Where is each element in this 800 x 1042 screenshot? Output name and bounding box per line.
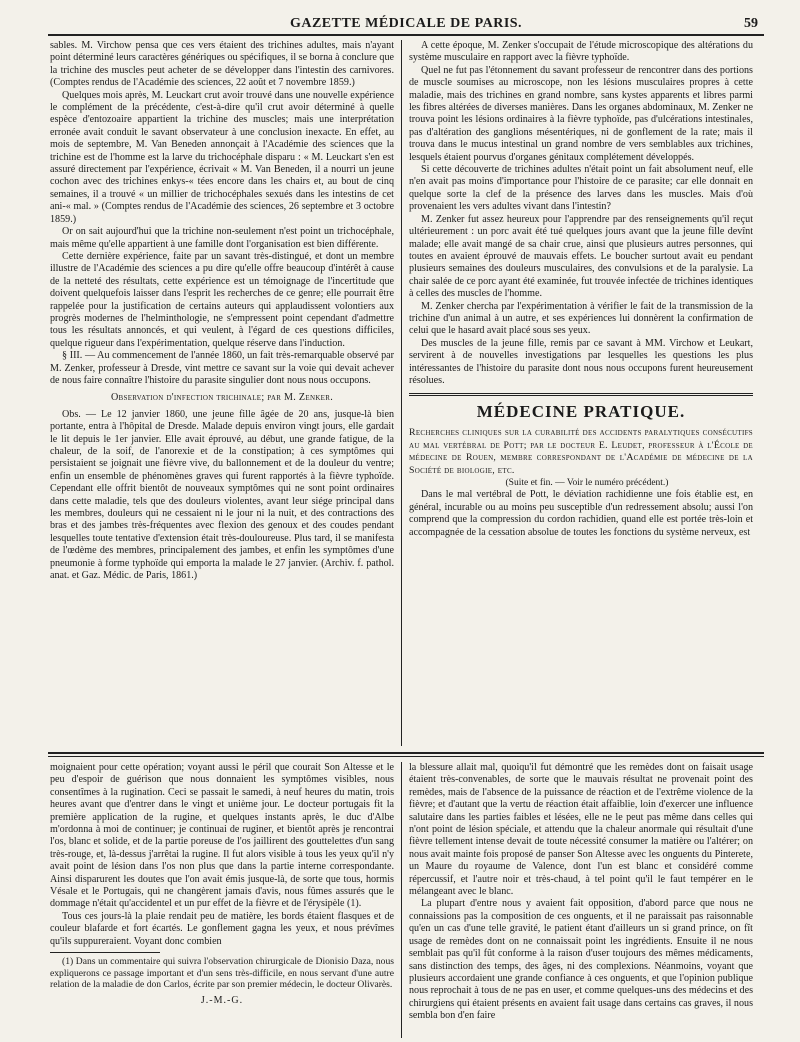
paragraph: Si cette découverte de trichines adultes n'était point un fait absolument neuf, elle n'en avait pas moins d'importance pour l'histoire de ce parasite; car elle donnait en quelque sorte la clef de la présence des larves dans les muscles. Mais d'où provenaient les vers adultes vivant dans l'intestin?: [409, 164, 753, 213]
page-header: [48, 4, 764, 34]
paragraph: Obs. — Le 12 janvier 1860, une jeune fille âgée de 20 ans, jusque-là bien portante, entra à l'hôpital de Dresde. Malade depuis environ vingt jours, elle gardait le lit depuis le 1er janvier. Elle avait éprouvé, au début, une grande fatigue, de la chaleur, de la soif, de l'anorexie et de la constipation; à ces symptômes qui persistaient se joignait une fièvre vive, du ballonnement et de la douleur du ventre; enfin un ensemble de phénomènes graves qui furent rapportés à la fièvre typhoïde. Cependant elle offrit bientôt de nouveaux symptômes qui ne sont point ordinaires dans cette maladie, tels que des douleurs violentes, avant leur siége principal dans les membres, douleurs qui ne cessaient ni le jour ni la nuit, et des contractions des bras et des jambes très-fréquentes avec flexion des genoux et des coudes pendant lesquelles toute tentative d'extension était très-douloureuse. Plus tard, il se manifesta de l'œdème des membres, principalement des jambes, et enfin les symptômes d'une pneumonie à forme typhoïde qui emporta la malade le 27 janvier. (Archiv. f. pathol. anat. et Gaz. Médic. de Paris, 1861.): [50, 408, 394, 582]
paragraph: sables. M. Virchow pensa que ces vers étaient des trichines adultes, mais n'ayant point déterminé leurs caractères génériques ou spécifiques, il se borna à conclure que la trichine des muscles peut acheter de se développer dans l'intestin des carnivores. (Comptes rendus de l'Académie des sciences, 22 août et 7 novembre 1859.): [50, 40, 394, 89]
half-divider-thin: [48, 756, 764, 757]
page-number: 59: [744, 16, 758, 31]
footnote-rule: [50, 952, 160, 953]
paragraph: Quel ne fut pas l'étonnement du savant professeur de rencontrer dans des portions de muscle soumises au microscope, non les lésions musculaires propres à cette maladie, mais des trichines en grand nombre, sans kystes apparents et libres parmi les fibres altérées de diverses manières. Dans les organes abdominaux, M. Zenker ne trouva point les lésions ordinaires à la fièvre typhoïde, pas d'ulcérations intestinales, pas d'altération des ganglions mésentériques, ni de gonflement de la rate; mais il trouva dans le mucus intestinal un grand nombre de vers semblables aux trichines, lesquels étaient pourvus d'organes génitaux complétement développés.: [409, 64, 753, 163]
upper-left-column: [50, 40, 394, 746]
paragraph: Dans le mal vertébral de Pott, le déviation rachidienne une fois établie est, en général, incurable ou au moins peu susceptible d'un redressement absolu; aussi l'on comprend que la compression du cordon rachidien, quand elle est portée très-loin et accompagnée de la cessation absolue de toutes les fonctions du système nerveux, est: [409, 489, 753, 538]
paragraph: M. Zenker chercha par l'expérimentation à vérifier le fait de la transmission de la trichine d'un animal à un autre, et ses expériences lui donnèrent la confirmation de celui que le hasard avait placé sous ses yeux.: [409, 300, 753, 337]
section-title: MÉDECINE PRATIQUE.: [476, 402, 686, 422]
paragraph: moignaient pour cette opération; voyant aussi le péril que courait Son Altesse et le peu d'espoir de guérison que nous donnaient les symptômes visibles, nous consentîmes à la rugination. Ceci se passait le samedi, à neuf heures du matin, trois heures avant que d'entrer dans le vingt et unième jour. Le docteur portugais fit la première application de la rugine, et quelques instants après, le duc d'Albe m'ordonna à moi de continuer; je continuai de ruginer, et bientôt après je rencontrai l'os, blanc et solide, et de la partie poreuse de l'os jaillirent des gouttelettes d'un sang très-rouge, et, là-dessus j'arrêtai la rugine. Il fut alors visible à tous les yeux qu'il n'y avait point de lésion dans l'os non plus que dans la partie interne correspondante. Ainsi disparurent les doutes que l'on avait émis jusque-là, de sorte que tous, hormis Vésale et le Portugais, qui ne changèrent jamais d'avis, nous fûmes assurés que le dommage n'était qu'accidentel et un pur effet de la fièvre et de l'érysipèle (1).: [50, 762, 394, 910]
half-divider: [48, 752, 764, 754]
paragraph: A cette époque, M. Zenker s'occupait de l'étude microscopique des altérations du système musculaire en rapport avec la fièvre typhoïde.: [409, 40, 753, 64]
column-divider: [401, 40, 402, 746]
footnote: (1) Dans un commentaire qui suivra l'observation chirurgicale de Dionisio Daza, nous expliquerons ce passage important et d'un sens très-difficile, en nous servant d'une autre relation de la maladie de don Carlos, écrite par son premier médecin, le docteur Olivarès.: [50, 956, 394, 991]
lower-right-column: [409, 762, 753, 1038]
continuation-note: (Suite et fin. — Voir le numéro précédent.): [505, 478, 669, 488]
paragraph: la blessure allait mal, quoiqu'il fut démontré que les remèdes dont on faisait usage étaient très-convenables, de sorte que le mauvais résultat ne provenait point des remèdes, mais de l'absence de la puissance de réaction et de l'extrême violence de la fièvre; et d'autant que la vertu de réaction était affaiblie, loin d'exercer une influence salutaire dans les parties faibles et lésées, elle ne le peut pas même dans celles qui n'ont point de lésion spéciale, et attendu que la chaleur anormale qui résultait d'une fièvre tellement intense devait de toute nécessité consumer la matière ou l'altérer; on nous avait mainte fois proposé de panser Son Altesse avec les onguents du Pinterete, un Maure du royaume de Valence, dont l'un est blanc et considéré comme répercussif, et l'autre noir et très-chaud, à tel point qu'il le faut tempérer en le mélangeant avec le blanc.: [409, 762, 753, 898]
article-title: Recherches cliniques sur la curabilité des accidents paralytiques consécutifs au mal vertébral de Pott; par le docteur E. Leudet, professeur à l'École de médecine de Rouen, membre correspondant de l'Académie de médecine de la Société de biologie, etc.: [409, 427, 753, 476]
column-divider: [401, 762, 402, 1038]
paragraph: Tous ces jours-là la plaie rendait peu de matière, les bords étaient flasques et de couleur blafarde et fort écartés. Le gonflement gagna les yeux, et nous prévîmes qu'ils suppureraient. Voyant donc combien: [50, 910, 394, 947]
upper-right-column: [409, 40, 753, 746]
observation-title: Observation d'infection trichinale; par M. Zenker.: [110, 392, 334, 404]
paragraph: Cette dernière expérience, faite par un savant très-distingué, et dont un membre illustre de l'Académie des sciences a pu dire qu'elle offre beaucoup d'intérêt à cause de la netteté des résultats, cette expérience est un témoignage de l'incertitude que doivent quelquefois laisser dans l'esprit les recherches de ce genre; elle pourrait être rappelée pour la justification de certains auteurs qui applaudissent volontiers aux progrès modernes de l'helminthologie, ne s'empressent point cependant d'admettre tous les résultats annoncés, et qui veulent, à l'égard de ces questions difficiles, quelque rigueur dans l'expérimentation, quelque réserve dans l'induction.: [50, 250, 394, 349]
paragraph: § III. — Au commencement de l'année 1860, un fait très-remarquable observé par M. Zenker, professeur à Dresde, vint mettre ce savant sur la voie qui devait achever de nous faire connaître l'histoire du parasite singulier dont nous nous occupons.: [50, 350, 394, 386]
paragraph: Des muscles de la jeune fille, remis par ce savant à MM. Virchow et Leukart, servirent à de nouvelles investigations par lesquelles les questions les plus intéressantes de l'histoire du parasite dont nous nous occupons furent heureusement résolues.: [409, 337, 753, 386]
lower-left-column: [50, 762, 394, 1038]
section-rule: [409, 393, 753, 396]
header-rule: [48, 34, 764, 36]
paragraph: Quelques mois après, M. Leuckart crut avoir trouvé dans une nouvelle expérience le complément de la précédente, c'est-à-dire qu'il crut avoir déterminé à quelle espèce d'entozoaire appartient la trichine des muscles; mais une interprétation erronée avait conduit le savant observateur à une conclusion inexacte. En effet, au mois de septembre, M. Van Beneden annonçait à l'Académie des sciences que la trichine est de l'homme est la larve du trichocéphale disparu : « M. Leuckart s'en est assuré directement par l'expérience, écrivait « M. Van Beneden, il a nourri un jeune cochon avec des trichines enkys-« tées encore dans les chairs et, au bout de cinq semaines, il a trouvé « un millier de trichocéphales sexués dans les intestins de cet ani-« mal. » (Comptes rendus de l'Académie des sciences, 26 septembre et 3 octobre 1859.): [50, 89, 394, 225]
journal-title: GAZETTE MÉDICALE DE PARIS.: [289, 16, 523, 31]
paragraph: M. Zenker fut assez heureux pour l'apprendre par des renseignements qu'il reçut ultérieurement : un porc avait été tué quelques jours avant que la jeune fille devînt malade; elle avait mangé de sa chair crue, ainsi que plusieurs autres personnes, qui toutes en avaient éprouvé de mauvais effets. Le boucher surtout avait eu pendant plusieurs semaines des douleurs musculaires, des convulsions et de la paralysie. La chair salée de ce porc ayant été examinée, fut trouvée infectée de trichines identiques à celles des muscles de l'homme.: [409, 213, 753, 300]
paragraph: Or on sait aujourd'hui que la trichine non-seulement n'est point un trichocéphale, mais même qu'elle appartient à une famille dont l'organisation est bien différente.: [50, 226, 394, 250]
signature: J.-M.-G.: [200, 994, 244, 1006]
paragraph: La plupart d'entre nous y avaient fait opposition, d'abord parce que nous ne connaissions pas la composition de ces onguents, et il ne paraissait pas raisonnable qu'en un cas d'une telle gravité, le patient étant d'ailleurs un si grand prince, on fît usage de remèdes dont on ne connaissait point les ingrédients. Ensuite il ne nous semblait pas qu'il fût conforme à la raison d'user toujours des mêmes médicaments, sans distinction des temps, des âges, ni des complexions. Néanmoins, voyant que plusieurs accordaient une grande confiance à ces onguents, et que l'opinion publique nous reprochait à tous de ne pas en user, et comme quelques-uns des médecins et des chirurgiens qui étaient présents en avaient fait usage dans certains cas graves, il nous sembla bon d'en faire: [409, 898, 753, 1022]
